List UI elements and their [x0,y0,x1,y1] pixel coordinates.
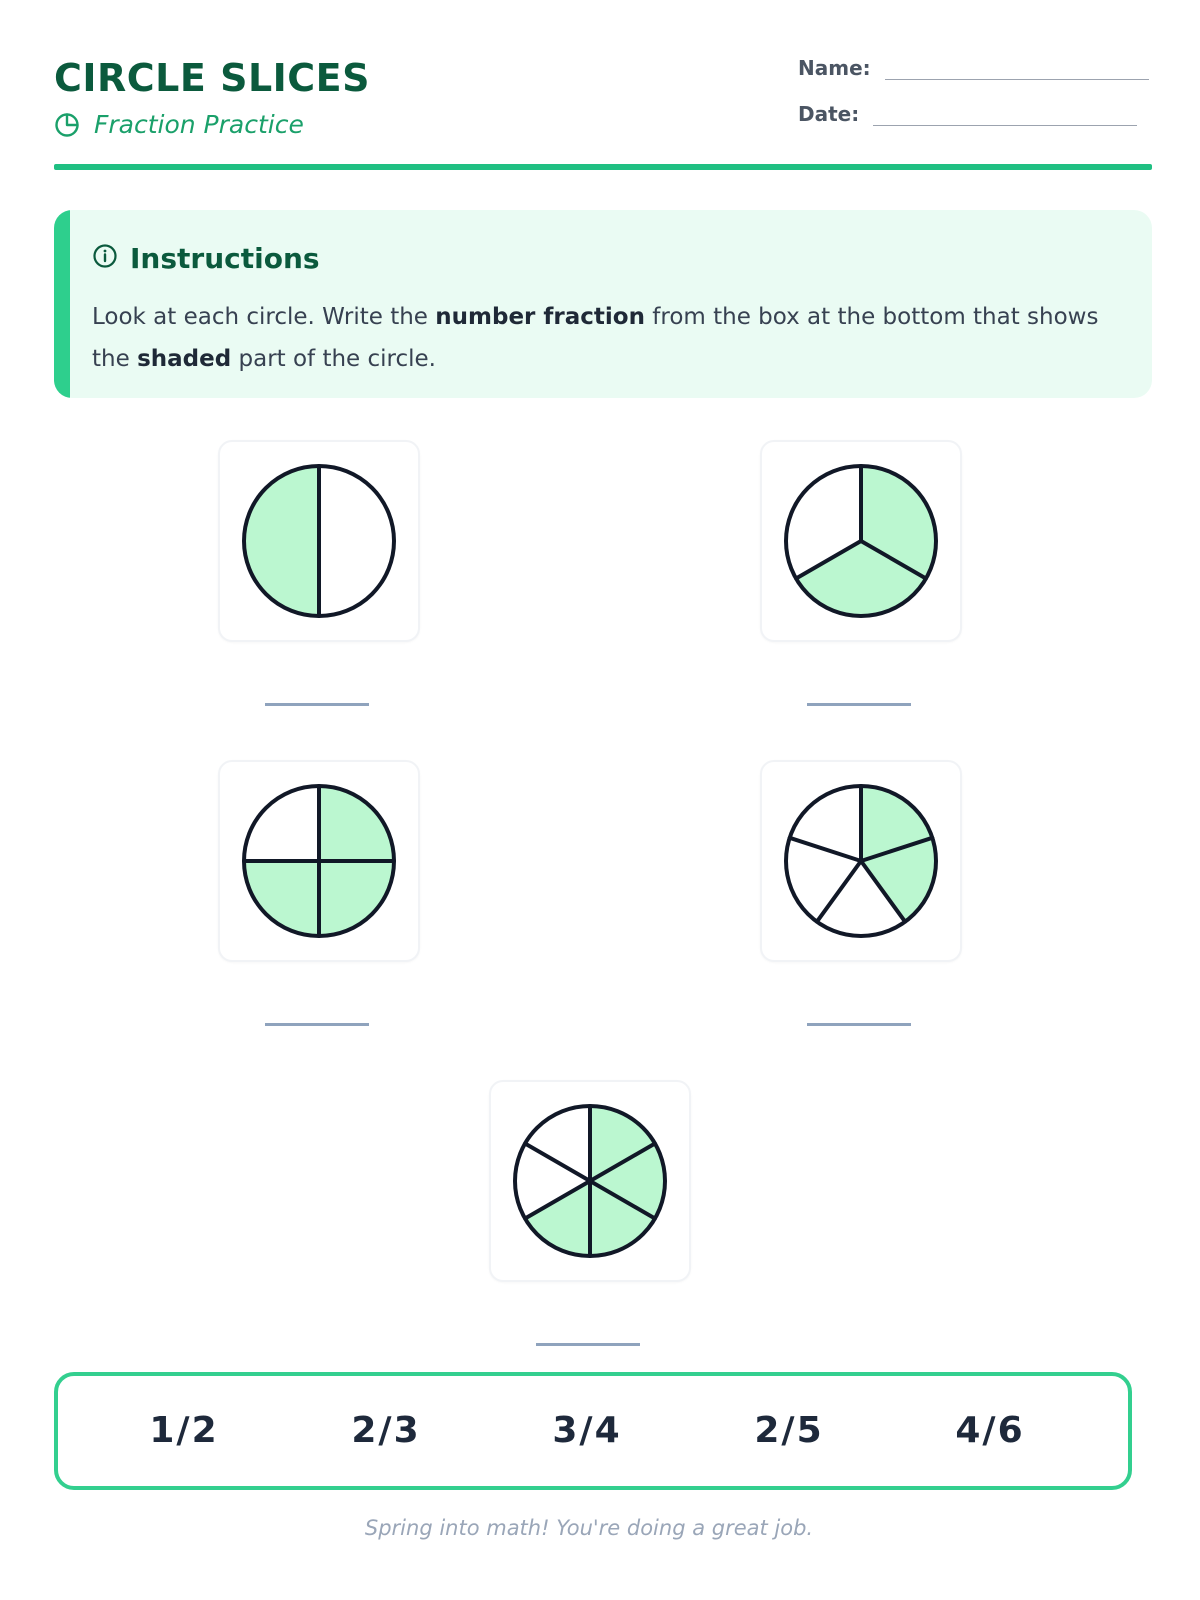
name-line[interactable] [885,57,1149,80]
worksheet [54,0,1152,1600]
instructions-emphasis: number fraction [435,304,645,330]
fraction-circle [782,462,940,620]
instructions-emphasis: shaded [137,346,232,372]
answer-option: 2/5 [754,1410,824,1451]
instructions-text-part: from the box at the bottom that shows the [92,304,1099,372]
instructions-heading: Instructions [130,242,320,275]
date-field[interactable] [798,102,1137,126]
answer-line[interactable] [265,1023,369,1026]
date-line[interactable] [873,103,1137,126]
name-field[interactable] [798,56,1149,80]
problem-card [218,760,420,962]
answer-option: 3/4 [552,1410,622,1451]
subtitle-row [54,110,304,139]
problem-card [760,440,962,642]
problem-card [760,760,962,962]
problem-card [489,1080,691,1282]
info-icon [92,243,118,274]
instructions-header [92,242,320,275]
footer-message: Spring into math! You're doing a great job. [364,1516,814,1540]
answer-line[interactable] [536,1343,640,1346]
date-label: Date: [798,102,860,126]
answer-line[interactable] [807,1023,911,1026]
fraction-circle [511,1102,669,1260]
instructions-text-part: part of the circle. [231,346,436,372]
instructions-panel [54,210,1152,398]
answer-option: 2/3 [351,1410,421,1451]
answer-bank [54,1372,1132,1490]
instructions-accent-bar [54,210,70,398]
instructions-text [92,296,1122,380]
unshaded-slice [319,466,394,616]
answer-option: 1/2 [149,1410,219,1451]
answer-line[interactable] [807,703,911,706]
problem-card [218,440,420,642]
pie-chart-icon [54,112,80,138]
page-title: CIRCLE SLICES [54,56,371,100]
page-subtitle: Fraction Practice [94,110,304,139]
answer-option: 4/6 [955,1410,1025,1451]
fraction-circle [240,462,398,620]
instructions-text-part: Look at each circle. Write the [92,304,436,330]
fraction-circle [782,782,940,940]
shaded-slice [244,466,319,616]
answer-line[interactable] [265,703,369,706]
header-divider [54,164,1152,170]
name-label: Name: [798,56,871,80]
fraction-circle [240,782,398,940]
